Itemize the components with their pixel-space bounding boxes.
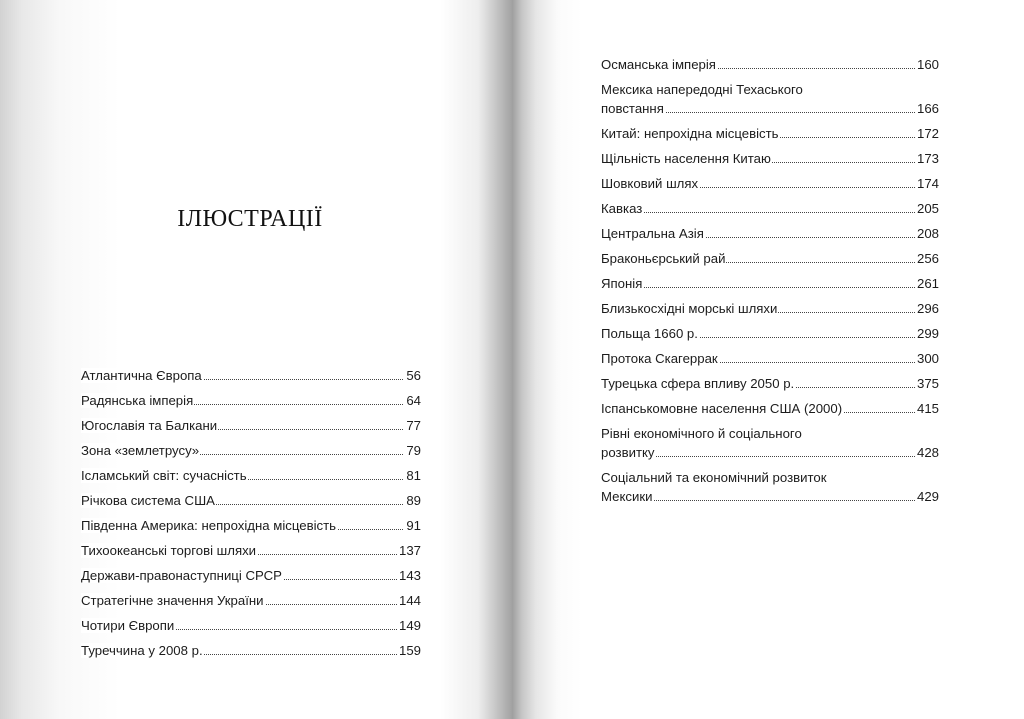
entry-page-number: 79: [406, 443, 421, 458]
toc-entry: [81, 416, 421, 435]
entry-page-number: 415: [916, 401, 939, 416]
entry-title-line1: Соціальний та економічний розвиток: [601, 470, 827, 485]
toc-entry: [601, 349, 939, 368]
entry-title: Ісламський світ: сучасність: [81, 468, 247, 483]
entry-title: Японія: [601, 276, 643, 291]
entry-title: Протока Скагеррак: [601, 351, 718, 366]
toc-entry: [601, 149, 939, 168]
entry-title: Кавказ: [601, 201, 643, 216]
toc-entry: [81, 616, 421, 635]
illustrations-list-right: [601, 55, 939, 512]
entry-page-number: 300: [916, 351, 939, 366]
toc-entry: [601, 224, 939, 243]
entry-page-number: 91: [406, 518, 421, 533]
entry-title: Зона «землетрусу»: [81, 443, 200, 458]
entry-page-number: 256: [916, 251, 939, 266]
entry-page-number: 296: [916, 301, 939, 316]
entry-page-number: 208: [916, 226, 939, 241]
entry-page-number: 173: [916, 151, 939, 166]
entry-page-number: 160: [916, 57, 939, 72]
entry-title: Шовковий шлях: [601, 176, 699, 191]
entry-page-number: 375: [916, 376, 939, 391]
entry-page-number: 261: [916, 276, 939, 291]
entry-page-number: 299: [916, 326, 939, 341]
entry-title: Іспанськомовне населення США (2000): [601, 401, 843, 416]
entry-page-number: 89: [406, 493, 421, 508]
entry-title: Турецька сфера впливу 2050 р.: [601, 376, 795, 391]
entry-title: Близькосхідні морські шляхи: [601, 301, 778, 316]
entry-title: Китай: непрохідна місцевість: [601, 126, 779, 141]
entry-title-line2-row: [601, 487, 939, 506]
entry-title-line2: Мексики: [601, 489, 653, 504]
toc-entry: [81, 391, 421, 410]
toc-entry: [601, 274, 939, 293]
entry-title: Тихоокеанські торгові шляхи: [81, 543, 257, 558]
entry-title: Югославія та Балкани: [81, 418, 218, 433]
entry-title-line1: Рівні економічного й соціального: [601, 426, 802, 441]
entry-page-number: 143: [398, 568, 421, 583]
entry-title-line2: повстання: [601, 101, 664, 116]
entry-page-number: 428: [916, 445, 939, 460]
entry-page-number: 429: [916, 489, 939, 504]
entry-title-line2-row: [601, 99, 939, 118]
illustrations-list-left: [81, 366, 421, 666]
toc-entry: [601, 199, 939, 218]
entry-title: Центральна Азія: [601, 226, 704, 241]
entry-page-number: 159: [398, 643, 421, 658]
entry-title: Щільність населення Китаю: [601, 151, 771, 166]
entry-title-line1: Мексика напередодні Техаського: [601, 82, 803, 97]
toc-entry: [601, 249, 939, 268]
entry-title: Річкова система США: [81, 493, 215, 508]
right-page: [512, 0, 1024, 719]
entry-page-number: 166: [916, 101, 939, 116]
entry-page-number: 64: [406, 393, 421, 408]
toc-entry: [81, 516, 421, 535]
entry-title-line2: розвитку: [601, 445, 655, 460]
entry-title: Стратегічне значення України: [81, 593, 264, 608]
entry-page-number: 77: [406, 418, 421, 433]
toc-entry: [81, 441, 421, 460]
entry-page-number: 56: [406, 368, 421, 383]
entry-title: Османська імперія: [601, 57, 716, 72]
toc-entry: [601, 299, 939, 318]
entry-title: Туреччина у 2008 р.: [81, 643, 203, 658]
toc-entry: [601, 399, 939, 418]
entry-title: Держави-правонаступниці СРСР: [81, 568, 282, 583]
page-heading: ІЛЮСТРАЦІЇ: [177, 206, 323, 232]
toc-entry: [81, 491, 421, 510]
entry-page-number: 172: [916, 126, 939, 141]
entry-page-number: 144: [398, 593, 421, 608]
entry-title: Південна Америка: непрохідна місцевість: [81, 518, 337, 533]
toc-entry: [81, 466, 421, 485]
toc-entry: [601, 80, 939, 118]
toc-entry: [601, 374, 939, 393]
toc-entry: [601, 124, 939, 143]
dot-leader: [601, 212, 939, 213]
entry-page-number: 137: [398, 543, 421, 558]
toc-entry: [81, 591, 421, 610]
entry-page-number: 205: [916, 201, 939, 216]
entry-title: Браконьєрський рай: [601, 251, 726, 266]
dot-leader: [601, 287, 939, 288]
entry-title-line2-row: [601, 443, 939, 462]
toc-entry: [81, 541, 421, 560]
entry-title: Атлантична Європа: [81, 368, 202, 383]
entry-page-number: 149: [398, 618, 421, 633]
entry-title: Чотири Європи: [81, 618, 175, 633]
toc-entry: [601, 174, 939, 193]
toc-entry: [81, 366, 421, 385]
toc-entry: [81, 641, 421, 660]
entry-title: Радянська імперія: [81, 393, 194, 408]
entry-title: Польща 1660 р.: [601, 326, 698, 341]
toc-entry: [601, 55, 939, 74]
toc-entry: [601, 468, 939, 506]
toc-entry: [601, 324, 939, 343]
entry-page-number: 174: [916, 176, 939, 191]
toc-entry: [601, 424, 939, 462]
entry-page-number: 81: [406, 468, 421, 483]
toc-entry: [81, 566, 421, 585]
